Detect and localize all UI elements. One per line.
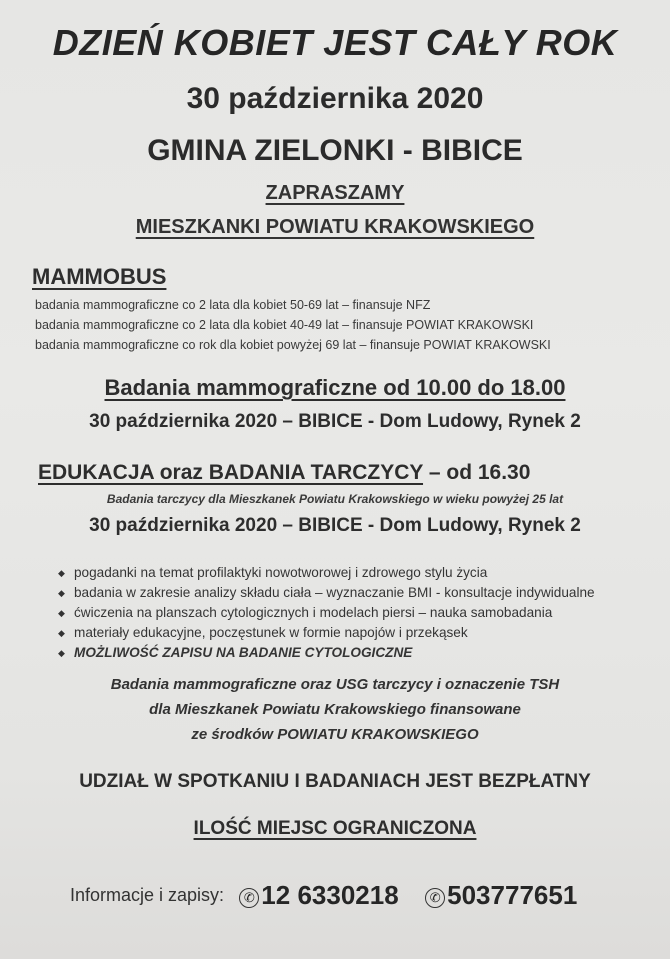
list-item: ◆ MOŻLIWOŚĆ ZAPISU NA BADANIE CYTOLOGICZNE	[58, 643, 595, 663]
diamond-bullet-icon: ◆	[58, 608, 65, 618]
education-location: 30 października 2020 – BIBICE - Dom Ludowy, Rynek 2	[89, 515, 581, 536]
funding-line: dla Mieszkanek Powiatu Krakowskiego finansowane	[149, 701, 521, 718]
contact-line	[70, 880, 577, 911]
education-heading-time: – od 16.30	[423, 461, 531, 484]
funding-line: Badania mammograficzne oraz USG tarczycy i oznaczenie TSH	[110, 676, 560, 693]
education-note: Badania tarczycy dla Mieszkanek Powiatu Krakowskiego w wieku powyżej 25 lat	[106, 492, 564, 506]
event-date: 30 października 2020	[186, 82, 484, 115]
invite-line-2: MIESZKANKI POWIATU KRAKOWSKIEGO	[135, 216, 535, 238]
phone-icon: ✆	[239, 888, 259, 908]
phone-number-2: 503777651	[447, 880, 578, 910]
list-item: ◆ pogadanki na temat profilaktyki nowotworowej i zdrowego stylu życia	[58, 563, 595, 583]
diamond-bullet-icon: ◆	[58, 648, 65, 658]
list-item: ◆ badania w zakresie analizy składu ciała – wyznaczanie BMI - konsultacje indywidualne	[58, 583, 595, 603]
mammo-hours: Badania mammograficzne od 10.00 do 18.00	[104, 375, 566, 400]
limited-notice: ILOŚĆ MIEJSC OGRANICZONA	[193, 818, 477, 839]
poster-title: DZIEŃ KOBIET JEST CAŁY ROK	[52, 22, 618, 63]
contact-label: Informacje i zapisy:	[70, 885, 225, 905]
list-item: ◆ materiały edukacyjne, poczęstunek w formie napojów i przekąsek	[58, 623, 595, 643]
location-header: GMINA ZIELONKI - BIBICE	[147, 134, 523, 167]
diamond-bullet-icon: ◆	[58, 588, 65, 598]
mammobus-line: badania mammograficzne co rok dla kobiet powyżej 69 lat – finansuje POWIAT KRAKOWSKI	[35, 338, 551, 352]
list-item: ◆ ćwiczenia na planszach cytologicznych i modelach piersi – nauka samobadania	[58, 603, 595, 623]
education-heading-title: EDUKACJA oraz BADANIA TARCZYCY	[38, 461, 424, 484]
education-bullet-list	[58, 563, 595, 663]
diamond-bullet-icon: ◆	[58, 628, 65, 638]
mammobus-line: badania mammograficzne co 2 lata dla kobiet 40-49 lat – finansuje POWIAT KRAKOWSKI	[35, 318, 534, 332]
phone-number-1: 12 6330218	[261, 880, 399, 910]
diamond-bullet-icon: ◆	[58, 568, 65, 578]
education-heading	[38, 461, 530, 485]
free-notice: UDZIAŁ W SPOTKANIU I BADANIACH JEST BEZPŁATNY	[79, 771, 591, 792]
mammobus-line: badania mammograficzne co 2 lata dla kobiet 50-69 lat – finansuje NFZ	[35, 298, 431, 312]
mammo-location: 30 października 2020 – BIBICE - Dom Ludowy, Rynek 2	[89, 411, 581, 432]
funding-line: ze środków POWIATU KRAKOWSKIEGO	[191, 726, 479, 743]
mammobus-heading: MAMMOBUS	[32, 264, 167, 289]
invite-line-1: ZAPRASZAMY	[265, 182, 405, 204]
phone-icon: ✆	[425, 888, 445, 908]
